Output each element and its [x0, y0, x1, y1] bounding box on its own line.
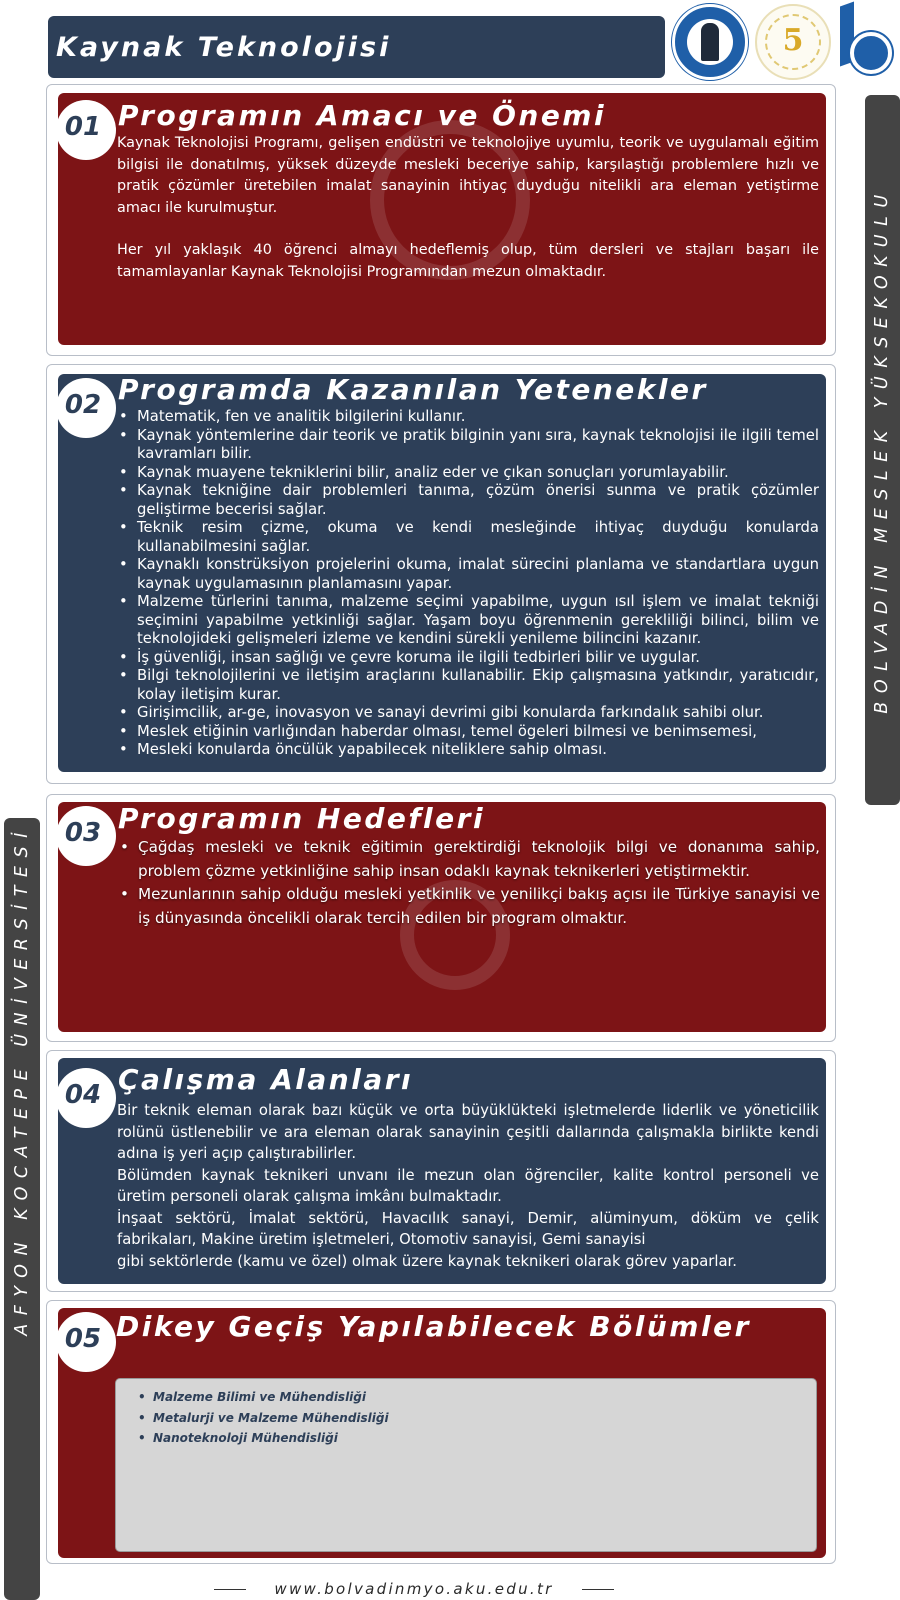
hedefler-list — [118, 836, 820, 930]
list-item: • Meslek etiğinin varlığından haberdar olması, temel ögeleri bilmesi ve benimsemesi, — [117, 723, 819, 742]
section-number: 02 — [64, 390, 102, 420]
page-title: Kaynak Teknolojisi — [56, 31, 392, 63]
section-number-badge — [56, 1068, 116, 1128]
side-banner-left-text: AFYON KOCATEPE ÜNİVERSİTESİ — [12, 824, 32, 1336]
header-bar — [48, 16, 665, 78]
section-amac-text — [117, 133, 819, 283]
paragraph: Kaynak Teknolojisi Programı, gelişen endüstri ve teknolojiye uyumlu, teorik ve uygulamalı eğitim bilgisi ile donatılmış, yüksek düzeyde mesleki beceriye sahip, karşılaştığı problemlere hızlı ve pratik çözümler üretebilen imalat sanayinin ihtiyaç duyduğu nitelikli ara eleman yetiştirme amacı ile kurulmuştur. — [117, 135, 819, 216]
list-item: • İş güvenliği, insan sağlığı ve çevre koruma ile ilgili tedbirleri bilir ve uygular. — [117, 649, 819, 668]
section-number: 03 — [64, 818, 102, 848]
paragraph: İnşaat sektörü, İmalat sektörü, Havacılık sanayi, Demir, alüminyum, döküm ve çelik fabrikaları, Makine üretim işletmeleri, Otomotiv sanayisi, Gemi sanayisi — [117, 1209, 819, 1248]
section-number-badge — [56, 100, 116, 160]
footer-url-link[interactable]: www.bolvadinmyo.aku.edu.tr — [274, 1580, 554, 1598]
list-item: • Mezunlarının sahip olduğu mesleki yetkinlik ve yenilikçi bakış açısı ile Türkiye sanayisi ve iş dünyasında öncelikli olarak tercih edilen bir program olmaktır. — [118, 883, 820, 930]
list-item: • Metalurji ve Malzeme Mühendisliği — [136, 1408, 389, 1429]
section-title: Çalışma Alanları — [118, 1063, 414, 1096]
afyon-kocatepe-universitesi-logo — [672, 4, 748, 80]
footer-divider — [582, 1589, 614, 1590]
logo-seal — [850, 32, 892, 74]
list-item: • Kaynaklı konstrüksiyon projelerini okuma, imalat sürecini planlama ve standartlara uygun kaynak uygulamasının planlamasını yapar. — [117, 556, 819, 593]
logo-number: 5 — [782, 23, 804, 58]
list-item: • Malzeme türlerini tanıma, malzeme seçimi yapabilme, uygun ısıl işlem ve imalat tekniği seçimini yapabilme yetkinliği sağlar. Yaşam boyu öğrenmenin gerekliliği bilinci, bilim ve teknolojideki gelişmeleri izleme ve kendini sürekli yenileme bilincini kazanır. — [117, 593, 819, 649]
section-title: Dikey Geçiş Yapılabilecek Bölümler — [116, 1310, 751, 1343]
section-alanlar-text — [117, 1100, 819, 1272]
list-item: • Çağdaş mesleki ve teknik eğitimin gerektirdiği teknolojik bilgi ve donanıma sahip, problem çözme yetkinliğine sahip insan odaklı kaynak teknikerleri yetiştirmektir. — [118, 836, 820, 883]
list-item: • Mesleki konularda öncülük yapabilecek niteliklere sahip olması. — [117, 741, 819, 760]
list-item: • Girişimcilik, ar-ge, inovasyon ve sanayi devrimi gibi konularda farkındalık sahibi olur. — [117, 704, 819, 723]
section-number: 01 — [64, 112, 102, 142]
list-item: • Matematik, fen ve analitik bilgilerini kullanır. — [117, 408, 819, 427]
section-title: Programın Hedefleri — [118, 802, 486, 835]
section-title: Programda Kazanılan Yetenekler — [118, 373, 708, 406]
footer-divider — [214, 1589, 246, 1590]
section-number: 05 — [64, 1324, 102, 1354]
side-banner-right-text: BOLVADİN MESLEK YÜKSEKOKULU — [872, 186, 892, 714]
logo-figure-icon — [701, 23, 719, 61]
yetenekler-list — [117, 408, 819, 760]
section-number: 04 — [64, 1080, 102, 1110]
footer — [214, 1580, 614, 1598]
list-item: • Nanoteknoloji Mühendisliği — [136, 1428, 389, 1449]
section-number-badge — [56, 1312, 116, 1372]
list-item: • Kaynak yöntemlerine dair teorik ve pratik bilginin yanı sıra, kaynak teknolojisi ile ilgili temel kavramları bilir. — [117, 427, 819, 464]
list-item: • Kaynak tekniğine dair problemleri tanıma, çözüm önerisi sunma ve pratik çözümler geliştirme becerisi sağlar. — [117, 482, 819, 519]
list-item: • Teknik resim çizme, okuma ve kendi mesleğinde ihtiyaç duyduğu konularda kullanabilmesini sağlar. — [117, 519, 819, 556]
section-title: Programın Amacı ve Önemi — [118, 99, 607, 132]
list-item: • Kaynak muayene tekniklerini bilir, analiz eder ve çıkan sonuçları yorumlayabilir. — [117, 464, 819, 483]
paragraph: Her yıl yaklaşık 40 öğrenci almayı hedeflemiş olup, tüm dersleri ve stajları başarı ile tamamlayanlar Kaynak Teknolojisi Programından mezun olmaktadır. — [117, 242, 819, 280]
paragraph: Bölümden kaynak teknikeri unvanı ile mezun olan öğrenciler, kalite kontrol personeli ve üretim personeli olarak çalışma imkânı bulmaktadır. — [117, 1166, 819, 1205]
bolvadin-myo-logo — [838, 2, 898, 92]
section-number-badge — [56, 806, 116, 866]
section-number-badge — [56, 378, 116, 438]
list-item: • Bilgi teknolojilerini ve iletişim araçlarını kullanabilir. Ekip çalışmasına yatkındır, yaratıcıdır, kolay iletişim kurar. — [117, 667, 819, 704]
paragraph: gibi sektörlerde (kamu ve özel) olmak üzere kaynak teknikeri olarak görev yaparlar. — [117, 1252, 737, 1270]
fifth-anniversary-logo — [755, 4, 831, 80]
dikey-list — [136, 1387, 389, 1449]
list-item: • Malzeme Bilimi ve Mühendisliği — [136, 1387, 389, 1408]
paragraph: Bir teknik eleman olarak bazı küçük ve orta büyüklükteki işletmelerde liderlik ve yöneticilik rolünü üstlenebilir ve ara eleman olarak sanayinin çeşitli dallarında çalışmakla birlikte kendi adına iş yeri açıp çalıştırabilirler. — [117, 1102, 819, 1162]
